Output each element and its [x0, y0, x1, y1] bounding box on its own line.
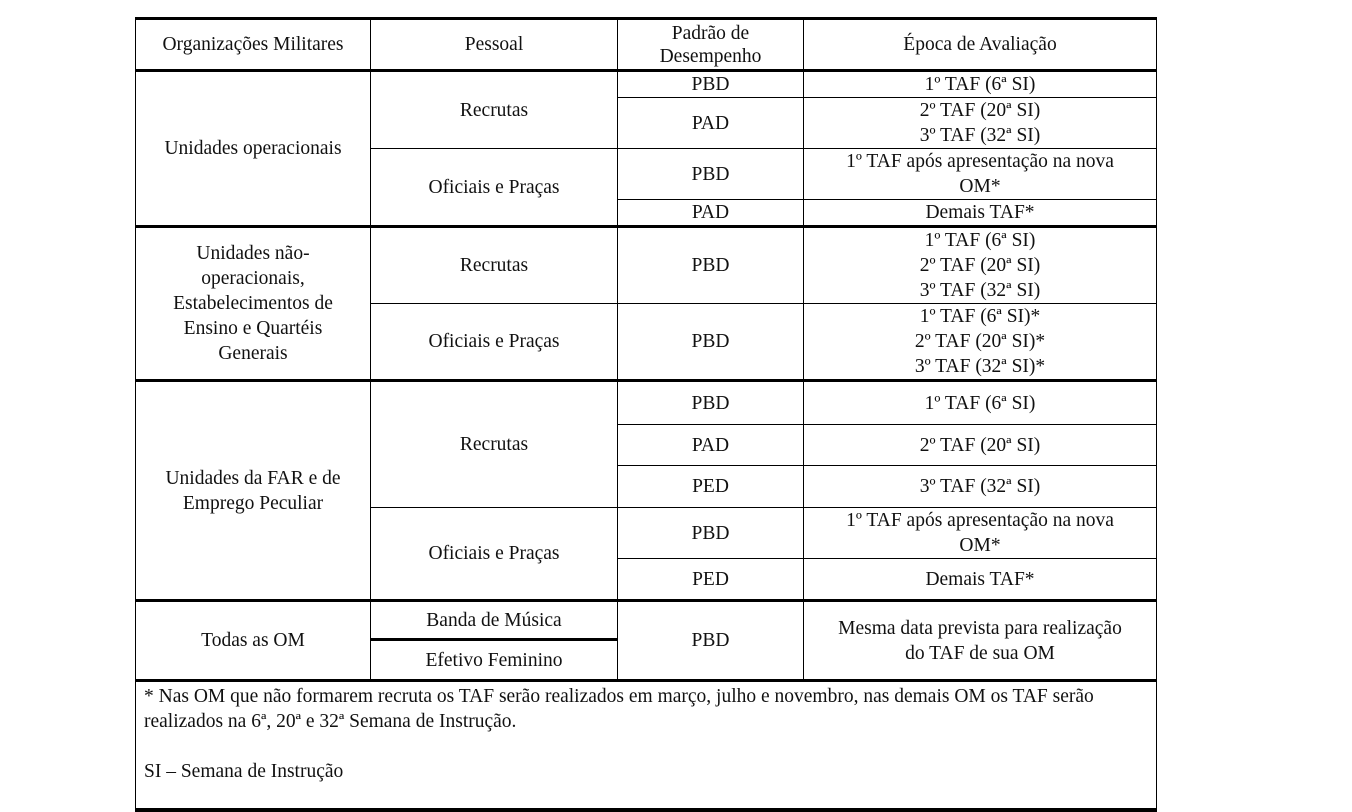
padrao-cell: PED	[618, 559, 804, 601]
pessoal-cell: Recrutas	[371, 381, 618, 508]
org-cell: Unidades não-operacionais, Estabelecimentos de Ensino e Quartéis Generais	[136, 227, 371, 381]
epoca-cell: 1º TAF após apresentação na nova OM*	[804, 149, 1157, 200]
epoca-cell: 1º TAF (6ª SI)	[804, 71, 1157, 98]
padrao-cell: PBD	[618, 508, 804, 559]
padrao-cell: PAD	[618, 98, 804, 149]
padrao-cell: PBD	[618, 601, 804, 681]
header-row	[136, 19, 1157, 71]
org-cell: Todas as OM	[136, 601, 371, 681]
padrao-cell: PBD	[618, 381, 804, 425]
pessoal-cell: Oficiais e Praças	[371, 304, 618, 381]
epoca-cell: Demais TAF*	[804, 200, 1157, 227]
padrao-cell: PAD	[618, 200, 804, 227]
header-pessoal: Pessoal	[371, 19, 618, 71]
padrao-cell: PBD	[618, 149, 804, 200]
table-row	[136, 381, 1157, 425]
padrao-cell: PBD	[618, 227, 804, 304]
epoca-cell: Mesma data prevista para realização do TAF de sua OM	[804, 601, 1157, 681]
padrao-cell: PBD	[618, 304, 804, 381]
epoca-cell: Demais TAF*	[804, 559, 1157, 601]
padrao-cell: PED	[618, 466, 804, 508]
pessoal-cell: Banda de Música	[371, 601, 618, 640]
padrao-cell: PAD	[618, 425, 804, 466]
epoca-cell: 2º TAF (20ª SI) 3º TAF (32ª SI)	[804, 98, 1157, 149]
epoca-cell: 1º TAF (6ª SI)* 2º TAF (20ª SI)* 3º TAF (32ª SI)*	[804, 304, 1157, 381]
header-org: Organizações Militares	[136, 19, 371, 71]
header-epoca: Época de Avaliação	[804, 19, 1157, 71]
pessoal-cell: Oficiais e Praças	[371, 508, 618, 601]
evaluation-table	[135, 17, 1157, 812]
padrao-cell: PBD	[618, 71, 804, 98]
table-row	[136, 601, 1157, 640]
footnote-si: SI – Semana de Instrução	[144, 761, 344, 782]
epoca-cell: 3º TAF (32ª SI)	[804, 466, 1157, 508]
pessoal-cell: Oficiais e Praças	[371, 149, 618, 227]
header-padrao: Padrão de Desempenho	[618, 19, 804, 71]
epoca-cell: 1º TAF após apresentação na nova OM*	[804, 508, 1157, 559]
footnote	[136, 681, 1157, 811]
table-row	[136, 227, 1157, 304]
table-row	[136, 71, 1157, 98]
footnote-asterisk: * Nas OM que não formarem recruta os TAF serão realizados em março, julho e novembro, nas demais OM os TAF serão realizados na 6ª, 20ª e 32ª Semana de Instrução.	[144, 686, 1094, 732]
pessoal-cell: Efetivo Feminino	[371, 640, 618, 681]
pessoal-cell: Recrutas	[371, 227, 618, 304]
org-cell: Unidades operacionais	[136, 71, 371, 227]
org-cell: Unidades da FAR e de Emprego Peculiar	[136, 381, 371, 601]
epoca-cell: 2º TAF (20ª SI)	[804, 425, 1157, 466]
epoca-cell: 1º TAF (6ª SI) 2º TAF (20ª SI) 3º TAF (32ª SI)	[804, 227, 1157, 304]
pessoal-cell: Recrutas	[371, 71, 618, 149]
footnote-row	[136, 681, 1157, 811]
epoca-cell: 1º TAF (6ª SI)	[804, 381, 1157, 425]
